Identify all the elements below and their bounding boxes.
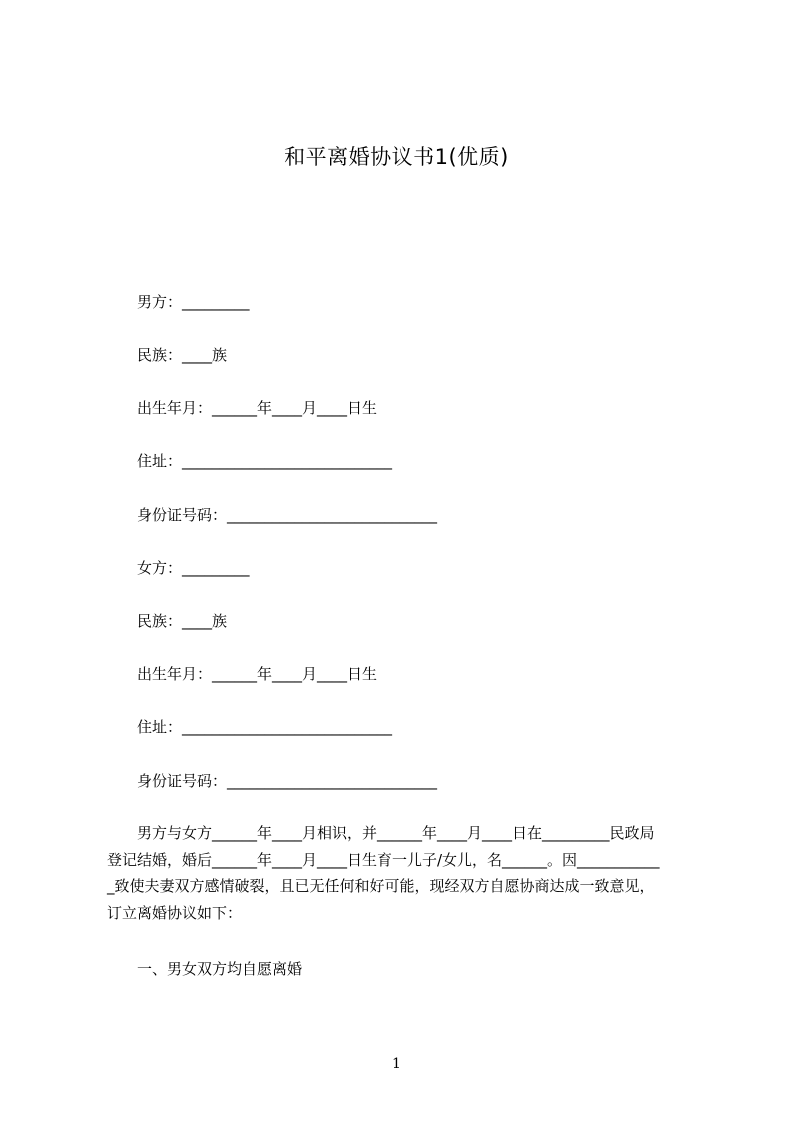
intro-line: _致使夫妻双方感情破裂，且已无任何和好可能，现经双方自愿协商达成一致意见， xyxy=(107,877,655,895)
female-ethnicity-field: 民族：____族 xyxy=(137,612,228,630)
male-address-field: 住址：____________________________ xyxy=(137,452,393,470)
document-title: 和平离婚协议书1(优质) xyxy=(284,145,509,169)
female-name-field: 女方：_________ xyxy=(137,559,250,577)
section-heading: 一、男女双方均自愿离婚 xyxy=(137,960,303,978)
female-birth-field: 出生年月：______年____月____日生 xyxy=(137,665,378,683)
male-id-field: 身份证号码：____________________________ xyxy=(137,506,438,524)
female-id-field: 身份证号码：____________________________ xyxy=(137,772,438,790)
intro-line: 登记结婚，婚后______年____月____日生育一儿子/女儿，名______。因___________ xyxy=(107,850,660,869)
intro-line: 订立离婚协议如下： xyxy=(107,903,243,922)
male-birth-field: 出生年月：______年____月____日生 xyxy=(137,399,378,417)
female-address-field: 住址：____________________________ xyxy=(137,718,393,736)
male-ethnicity-field: 民族：____族 xyxy=(137,346,228,364)
page-number: 1 xyxy=(392,1056,401,1072)
intro-paragraph xyxy=(107,820,697,926)
male-name-field: 男方：_________ xyxy=(137,293,250,311)
intro-line: 男方与女方______年____月相识，并______年____月____日在_________民政局 xyxy=(137,824,655,842)
